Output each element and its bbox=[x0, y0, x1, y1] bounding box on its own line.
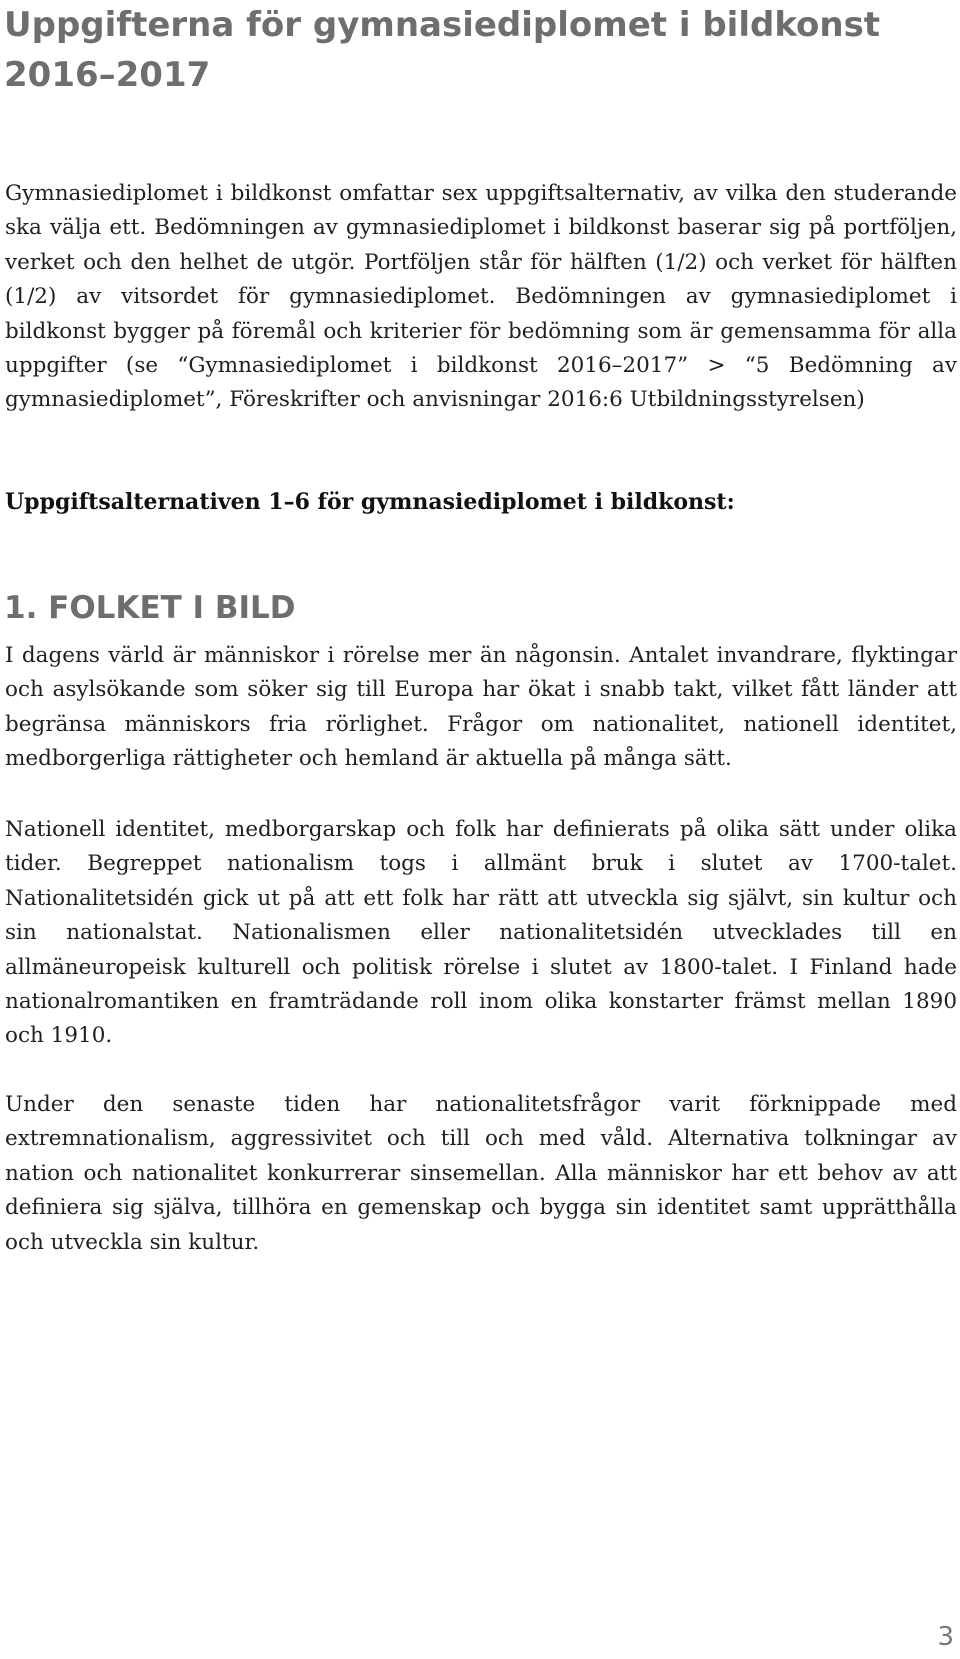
page-number: 3 bbox=[937, 1622, 954, 1652]
page-title-line-2: 2016–2017 bbox=[4, 55, 211, 95]
body-paragraph-3: Under den senaste tiden har nationalitetsfrågor varit förknippade med extremnationalism, aggressivitet och till och med våld. Alternativa tolkningar av nation och nationalitet konkurrerar sinsemellan. Alla människor har ett behov av att definiera sig själva, tillhöra en gemenskap och bygga sin identitet samt upprätthålla och utveckla sin kultur. bbox=[5, 1092, 957, 1255]
page-title-line-1: Uppgifterna för gymnasiediplomet i bildkonst bbox=[4, 5, 881, 45]
body-paragraph-2: Nationell identitet, medborgarskap och folk har definierats på olika sätt under olika tider. Begreppet nationalism togs i allmänt bruk i slutet av 1700-talet. Nationalitetsidén gick ut på att ett folk har rätt att utveckla sig självt, sin kultur och sin nationalstat. Nationalismen eller nationalitetsidén utvecklades till en allmäneuropeisk kulturell och politisk rörelse i slutet av 1800-talet. I Finland hade nationalromantiken en framträdande roll inom olika konstarter främst mellan 1890 och 1910. bbox=[5, 817, 957, 1049]
page-title bbox=[4, 0, 944, 100]
section-heading: Uppgiftsalternativen 1–6 för gymnasiediplomet i bildkonst: bbox=[5, 489, 735, 515]
body-paragraph-1: I dagens värld är människor i rörelse mer än någonsin. Antalet invandrare, flyktingar och asylsökande som söker sig till Europa har ökat i snabb takt, vilket fått länder att begränsa människors fria rörlighet. Frågor om nationalitet, nationell identitet, medborgerliga rättigheter och hemland är aktuella på många sätt. bbox=[5, 643, 957, 772]
intro-paragraph: Gymnasiediplomet i bildkonst omfattar sex uppgiftsalternativ, av vilka den studerande ska välja ett. Bedömningen av gymnasiediplomet i bildkonst baserar sig på portföljen, verket och den helhet de utgör. Portföljen står för hälften (1/2) och verket för hälften (1/2) av vitsordet för gymnasiediplomet. Bedömningen av gymnasiediplomet i bildkonst bygger på föremål och kriterier för bedömning som är gemensamma för alla uppgifter (se “Gymnasiediplomet i bildkonst 2016–2017” > “5 Bedömning av gymnasiediplomet”, Föreskrifter och anvisningar 2016:6 Utbildningsstyrelsen) bbox=[5, 181, 957, 413]
alternative-title: 1. FOLKET I BILD bbox=[4, 590, 296, 626]
